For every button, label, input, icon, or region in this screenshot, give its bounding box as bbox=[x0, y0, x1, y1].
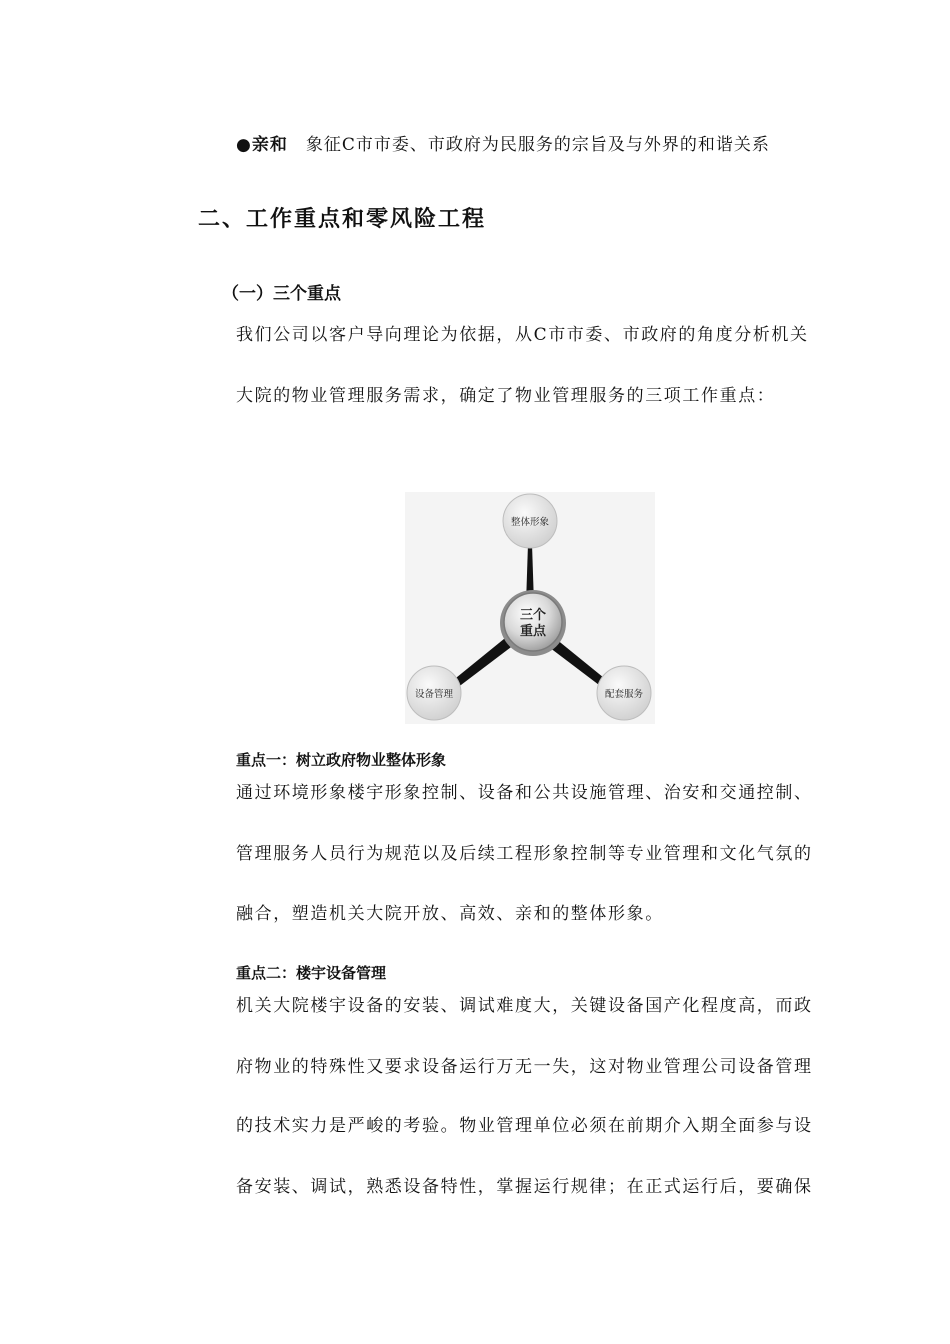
node-right-label: 配套服务 bbox=[604, 689, 644, 700]
intro-line: 我们公司以客户导向理论为依据，从C市市委、市政府的角度分析机关 bbox=[236, 325, 809, 345]
point1-line: 管理服务人员行为规范以及后续工程形象控制等专业管理和文化气氛的 bbox=[236, 844, 813, 864]
point1-title: 重点一：树立政府物业整体形象 bbox=[236, 751, 447, 769]
point2-line: 府物业的特殊性又要求设备运行万无一失，这对物业管理公司设备管理 bbox=[236, 1057, 813, 1077]
section-title: 二、工作重点和零风险工程 bbox=[198, 207, 487, 232]
bullet-item bbox=[236, 130, 770, 155]
three-focus-diagram bbox=[405, 492, 655, 724]
bullet-text: 象征C市市委、市政府为民服务的宗旨及与外界的和谐关系 bbox=[305, 135, 770, 155]
point2-line: 机关大院楼宇设备的安装、调试难度大，关键设备国产化程度高，而政 bbox=[236, 996, 813, 1016]
bullet-symbol: ● bbox=[236, 135, 252, 155]
intro-line: 大院的物业管理服务需求，确定了物业管理服务的三项工作重点： bbox=[236, 386, 776, 406]
node-left-label: 设备管理 bbox=[414, 689, 454, 700]
node-top-label: 整体形象 bbox=[510, 517, 550, 528]
point2-title: 重点二：楼宇设备管理 bbox=[236, 964, 387, 982]
center-label-2: 重点 bbox=[519, 624, 547, 639]
point1-line: 融合，塑造机关大院开放、高效、亲和的整体形象。 bbox=[236, 904, 664, 924]
center-label-1: 三个 bbox=[519, 608, 547, 623]
point1-line: 通过环境形象楼宇形象控制、设备和公共设施管理、治安和交通控制、 bbox=[236, 783, 813, 803]
point2-line: 备安装、调试，熟悉设备特性，掌握运行规律；在正式运行后，要确保 bbox=[236, 1177, 813, 1197]
subsection-title: （一）三个重点 bbox=[222, 284, 341, 304]
bullet-keyword: 亲和 bbox=[251, 135, 288, 155]
point2-line: 的技术实力是严峻的考验。物业管理单位必须在前期介入期全面参与设 bbox=[236, 1116, 813, 1136]
